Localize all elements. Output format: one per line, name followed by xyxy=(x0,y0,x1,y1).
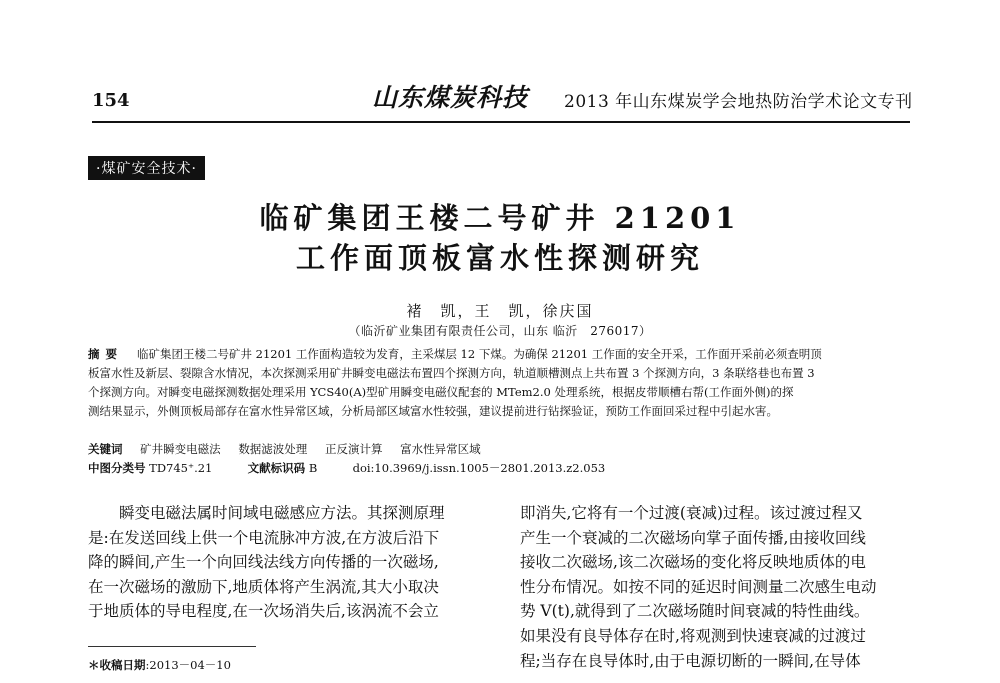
body-line: 瞬变电磁法属时间域电磁感应方法。其探测原理 xyxy=(119,504,445,522)
keywords-label: 关键词 xyxy=(88,442,123,456)
clc-label: 中图分类号 xyxy=(88,461,146,475)
body-line: 性分布情况。如按不同的延迟时间测量二次感生电动 xyxy=(520,577,877,596)
body-line: 即消失,它将有一个过渡(衰减)过程。该过渡过程又 xyxy=(520,504,863,522)
abstract xyxy=(88,345,908,421)
paper-title-line-2: 工作面顶板富水性探测研究 xyxy=(295,241,704,275)
body-left-column xyxy=(88,501,478,624)
keyword: 正反演计算 xyxy=(324,442,383,456)
keyword: 数据滤波处理 xyxy=(238,442,308,456)
column-tag: ·煤矿安全技术· xyxy=(88,156,205,180)
body-line: 于地质体的导电程度,在一次场消失后,该涡流不会立 xyxy=(88,602,439,621)
body-line: 在一次磁场的激励下,地质体将产生涡流,其大小取决 xyxy=(88,577,439,596)
affiliation: （临沂矿业集团有限责任公司，山东 临沂 276017） xyxy=(348,324,652,338)
footnote xyxy=(88,657,231,673)
keywords xyxy=(88,440,908,459)
doi: doi:10.3969/j.issn.1005－2801.2013.z2.053 xyxy=(352,461,606,475)
abstract-label: 摘要 xyxy=(88,347,123,361)
abstract-text: 临矿集团王楼二号矿井 21201 工作面构造较为发育，主采煤层 12 下煤。为确保 21201 工作面的安全开采，工作面开采前必须查明顶 xyxy=(137,347,822,361)
footnote-value: :2013－04－10 xyxy=(145,658,231,672)
authors: 褚 凯，王 凯，徐庆国 xyxy=(406,302,594,320)
issue-title: 2013 年山东煤炭学会地热防治学术论文专刊 xyxy=(564,92,913,112)
keyword: 矿井瞬变电磁法 xyxy=(140,442,221,456)
page-number: 154 xyxy=(92,90,130,111)
body-line: 降的瞬间,产生一个向回线法线方向传播的一次磁场, xyxy=(88,553,439,572)
paper-title-line-1: 临矿集团王楼二号矿井 21201 xyxy=(259,201,741,235)
abstract-line: 个探测方向。对瞬变电磁探测数据处理采用 YCS40(A)型矿用瞬变电磁仪配套的 MTem2.0 处理系统，根据皮带顺槽右帮(工作面外侧)的探 xyxy=(88,385,794,399)
abstract-line: 测结果显示，外侧顶板局部存在富水性异常区域，分析局部区域富水性较强，建议提前进行钻探验证，预防工作面回采过程中引起水害。 xyxy=(88,404,778,418)
doc-code-value: B xyxy=(308,461,318,475)
header-divider xyxy=(92,121,910,123)
body-line: 产生一个衰减的二次磁场向掌子面传播,由接收回线 xyxy=(520,528,866,547)
body-right-column xyxy=(520,501,910,673)
classification xyxy=(88,459,908,478)
body-line: 是:在发送回线上供一个电流脉冲方波,在方波后沿下 xyxy=(88,528,440,547)
footnote-label: ＊收稿日期 xyxy=(88,658,146,672)
abstract-line xyxy=(88,345,908,364)
clc-value: TD745⁺.21 xyxy=(149,461,213,475)
footnote-divider xyxy=(88,646,256,647)
keyword: 富水性异常区域 xyxy=(400,442,481,456)
body-line: 势 V(t),就得到了二次磁场随时间衰减的特性曲线。 xyxy=(520,602,870,621)
abstract-line: 板富水性及新层、裂隙含水情况，本次探测采用矿井瞬变电磁法布置四个探测方向，轨道顺槽测点上共布置 3 个探测方向，3 条联络巷也布置 3 xyxy=(88,366,815,380)
body-line: 接收二次磁场,该二次磁场的变化将反映地质体的电 xyxy=(520,553,866,572)
journal-logo: 山东煤炭科技 xyxy=(372,83,529,112)
body-line: 程;当存在良导体时,由于电源切断的一瞬间,在导体 xyxy=(520,651,861,670)
body-line: 如果没有良导体存在时,将观测到快速衰减的过渡过 xyxy=(520,626,866,645)
doc-code-label: 文献标识码 xyxy=(247,461,306,475)
